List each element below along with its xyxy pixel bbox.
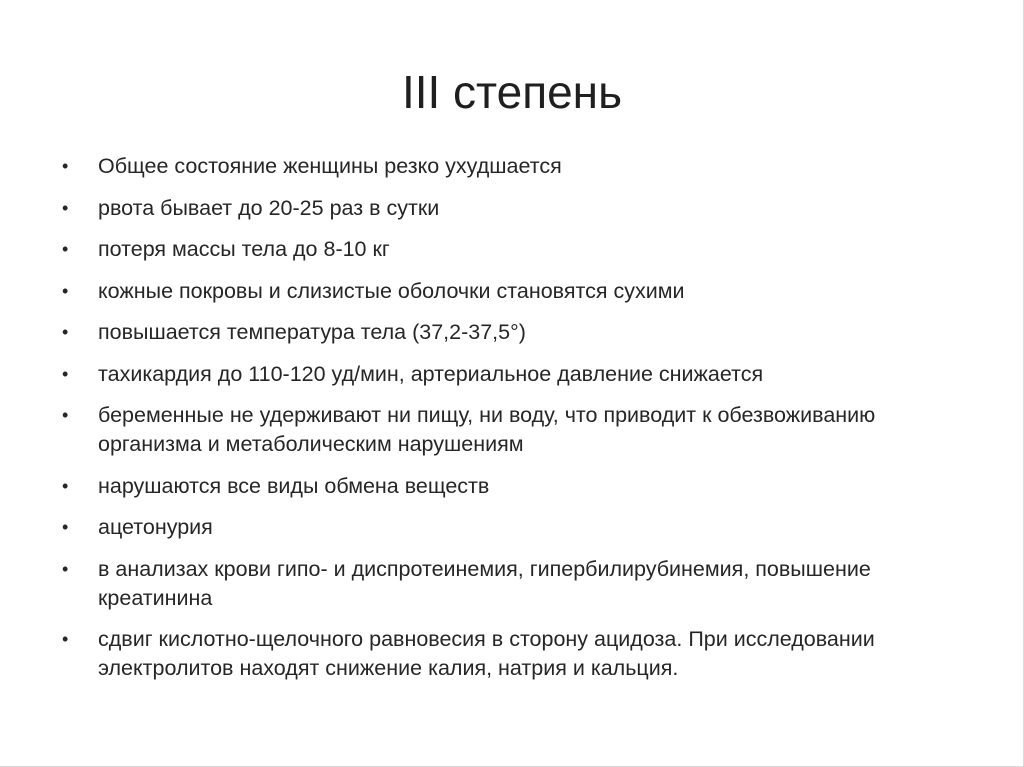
bullet-list [62,152,962,696]
list-item-text: кожные покровы и слизистые оболочки становятся сухими [98,278,685,303]
bullet-icon: • [62,517,69,537]
list-item [62,235,962,264]
list-item [62,555,962,613]
list-item-text: тахикардия до 110-120 уд/мин, артериальное давление снижается [98,361,764,386]
bullet-icon: • [62,629,69,649]
list-item [62,318,962,347]
bullet-icon: • [62,156,69,176]
list-item [62,513,962,542]
list-item-text: в анализах крови гипо- и диспротеинемия, гипербилирубинемия, повышение креатинина [98,556,871,610]
list-item-text: нарушаются все виды обмена веществ [98,473,490,498]
list-item [62,152,962,181]
list-item-text: потеря массы тела до 8-10 кг [98,237,390,261]
list-item-text: рвота бывает до 20-25 раз в сутки [98,195,440,220]
bullet-icon: • [62,280,69,301]
slide-title: III степень [401,66,623,118]
list-item-text: ацетонурия [98,515,213,539]
list-item [62,625,962,683]
bullet-icon: • [62,363,69,384]
list-item-text: сдвиг кислотно-щелочного равновесия в сторону ацидоза. При исследовании электролитов находят снижение калия, натрия и кальция. [98,627,875,680]
bullet-icon: • [62,558,69,579]
list-item [62,194,962,223]
bullet-icon: • [62,322,69,342]
bullet-icon: • [62,405,69,425]
list-item [62,277,962,306]
list-item [62,472,962,501]
list-item-text: Общее состояние женщины резко ухудшается [98,154,562,178]
bullet-icon: • [62,197,69,218]
list-item [62,360,962,389]
list-item-text: повышается температура тела (37,2-37,5°) [98,320,526,344]
bullet-icon: • [62,475,69,496]
list-item-text: беременные не удерживают ни пищу, ни воду, что приводит к обезвоживанию организма и метаболическим нарушениям [98,403,876,456]
list-item [62,401,962,459]
bullet-icon: • [62,239,69,259]
